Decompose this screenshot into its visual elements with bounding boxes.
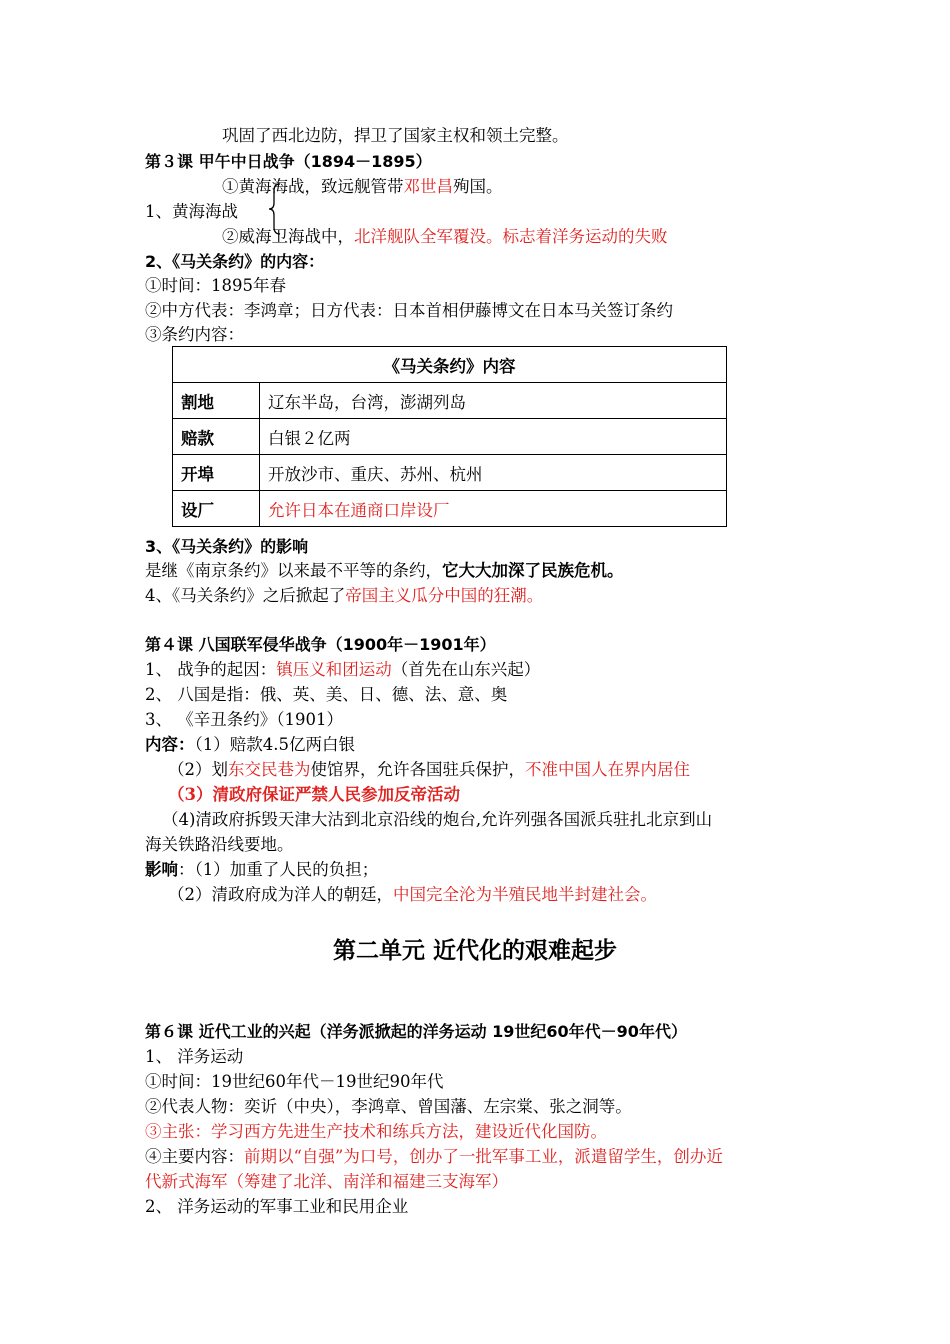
row-value: 辽东半岛，台湾，澎湖列岛 (260, 383, 727, 419)
yangwu-main-1 (145, 1145, 723, 1169)
cause-red: 镇压义和团运动 (276, 660, 392, 679)
main-text-1: 前期以“自强”为口号，创办了一批军事工业，派遣留学生，创办近 (244, 1147, 723, 1166)
xinchou-content-1 (145, 733, 355, 757)
q4-line (145, 584, 543, 608)
table-header: 《马关条约》内容 (173, 347, 727, 383)
table-row (173, 419, 727, 455)
treaty-impact (145, 559, 624, 583)
intro-line: 巩固了西北边防，捍卫了国家主权和领土完整。 (222, 126, 569, 145)
c2-red-2: 不准中国人在界内居住 (525, 760, 690, 779)
table-row (173, 455, 727, 491)
row-value: 开放沙市、重庆、苏州、杭州 (260, 455, 727, 491)
claim-text: 学习西方先进生产技术和练兵方法，建设近代化国防。 (211, 1122, 607, 1141)
impact-item-1: ：（1）加重了人民的负担； (178, 860, 379, 879)
sub2-text-a: ②威海卫海战中， (222, 227, 354, 246)
cause-text-b: （首先在山东兴起） (391, 660, 541, 679)
content-label-bold: 内容： (145, 735, 195, 754)
row-key: 设厂 (173, 491, 260, 527)
cause-text-a: 1、 战争的起因： (145, 660, 277, 679)
c2-text-a: （2）划 (168, 760, 228, 779)
battle-label: 1、黄海海战 (145, 202, 238, 221)
yangwu-main-2: 代新式海军（筹建了北洋、南洋和福建三支海军） (145, 1172, 508, 1191)
impact-text-bold: 它大大加深了民族危机。 (442, 561, 624, 580)
yangwu-people: ②代表人物：奕䜣（中央），李鸿章、曾国藩、左宗棠、张之洞等。 (145, 1097, 632, 1116)
q4-text: 4、《马关条约》之后掀起了 (145, 586, 346, 605)
row-key: 开埠 (173, 455, 260, 491)
row-value: 允许日本在通商口岸设厂 (260, 491, 727, 527)
treaty-time: ①时间：1895年春 (145, 276, 286, 295)
sub1-red: 邓世昌 (403, 177, 453, 196)
q2-title: 2、《马关条约》的内容： (145, 252, 325, 271)
xinchou-content-4a: （4)清政府拆毁天津大沽到北京沿线的炮台,允许列强各国派兵驻扎北京到山 (162, 810, 713, 829)
xinchou-content-3: （3）清政府保证严禁人民参加反帝活动 (168, 785, 460, 804)
xinchou-content-2 (168, 758, 690, 782)
xinchou-treaty: 3、 《辛丑条约》（1901） (145, 710, 343, 729)
yangwu-claim (145, 1120, 607, 1144)
unit2-title: 第二单元 近代化的艰难起步 (332, 938, 617, 964)
xinchou-content-4b: 海关铁路沿线要地。 (145, 835, 294, 854)
c2-text-b: 使馆界，允许各国驻兵保护， (310, 760, 525, 779)
row-key: 割地 (173, 383, 260, 419)
c2-red-1: 东交民巷为 (228, 760, 311, 779)
impact-label-bold: 影响 (145, 860, 178, 879)
sub1-text-b: 殉国。 (453, 177, 503, 196)
lesson6-item2: 2、 洋务运动的军事工业和民用企业 (145, 1197, 409, 1216)
main-label: ④主要内容： (145, 1147, 244, 1166)
sub2-red: 北洋舰队全军覆没。标志着洋务运动的失败 (354, 227, 668, 246)
q3-title: 3、《马关条约》的影响 (145, 537, 309, 556)
eight-nations: 2、 八国是指：俄、英、美、日、德、法、意、奥 (145, 685, 508, 704)
impact-text-a: 是继《南京条约》以来最不平等的条约， (145, 561, 442, 580)
row-key: 赔款 (173, 419, 260, 455)
content-item-1: （1）赔款4.5亿两白银 (194, 735, 355, 754)
treaty-reps: ②中方代表：李鸿章；日方代表：日本首相伊藤博文在日本马关签订条约 (145, 301, 673, 320)
table-row (173, 383, 727, 419)
lesson4-title: 第４课 八国联军侵华战争（1900年－1901年） (145, 635, 496, 654)
lesson3-sub1 (222, 175, 503, 199)
row-value: 白银２亿两 (260, 419, 727, 455)
content-label: ③条约内容： (145, 325, 244, 344)
treaty-table (172, 346, 727, 527)
lesson3-sub2 (222, 225, 668, 249)
table-row (173, 491, 727, 527)
lesson6-title: 第６课 近代工业的兴起（洋务派掀起的洋务运动 19世纪60年代－90年代） (145, 1022, 687, 1041)
sub1-text-a: ①黄海海战，致远舰管带 (222, 177, 404, 196)
war-cause (145, 658, 540, 682)
table-header-row (173, 347, 727, 383)
q4-red: 帝国主义瓜分中国的狂潮。 (345, 586, 544, 605)
impact2-text: （2）清政府成为洋人的朝廷， (168, 885, 393, 904)
lesson3-title: 第３课 甲午中日战争（1894－1895） (145, 152, 432, 171)
impact2-red: 中国完全沦为半殖民地半封建社会。 (393, 885, 657, 904)
claim-label: ③主张： (145, 1122, 211, 1141)
xinchou-impact-1 (145, 858, 378, 882)
lesson6-item1: 1、 洋务运动 (145, 1047, 244, 1066)
xinchou-impact-2 (168, 883, 657, 907)
yangwu-time: ①时间：19世纪60年代－19世纪90年代 (145, 1072, 444, 1091)
